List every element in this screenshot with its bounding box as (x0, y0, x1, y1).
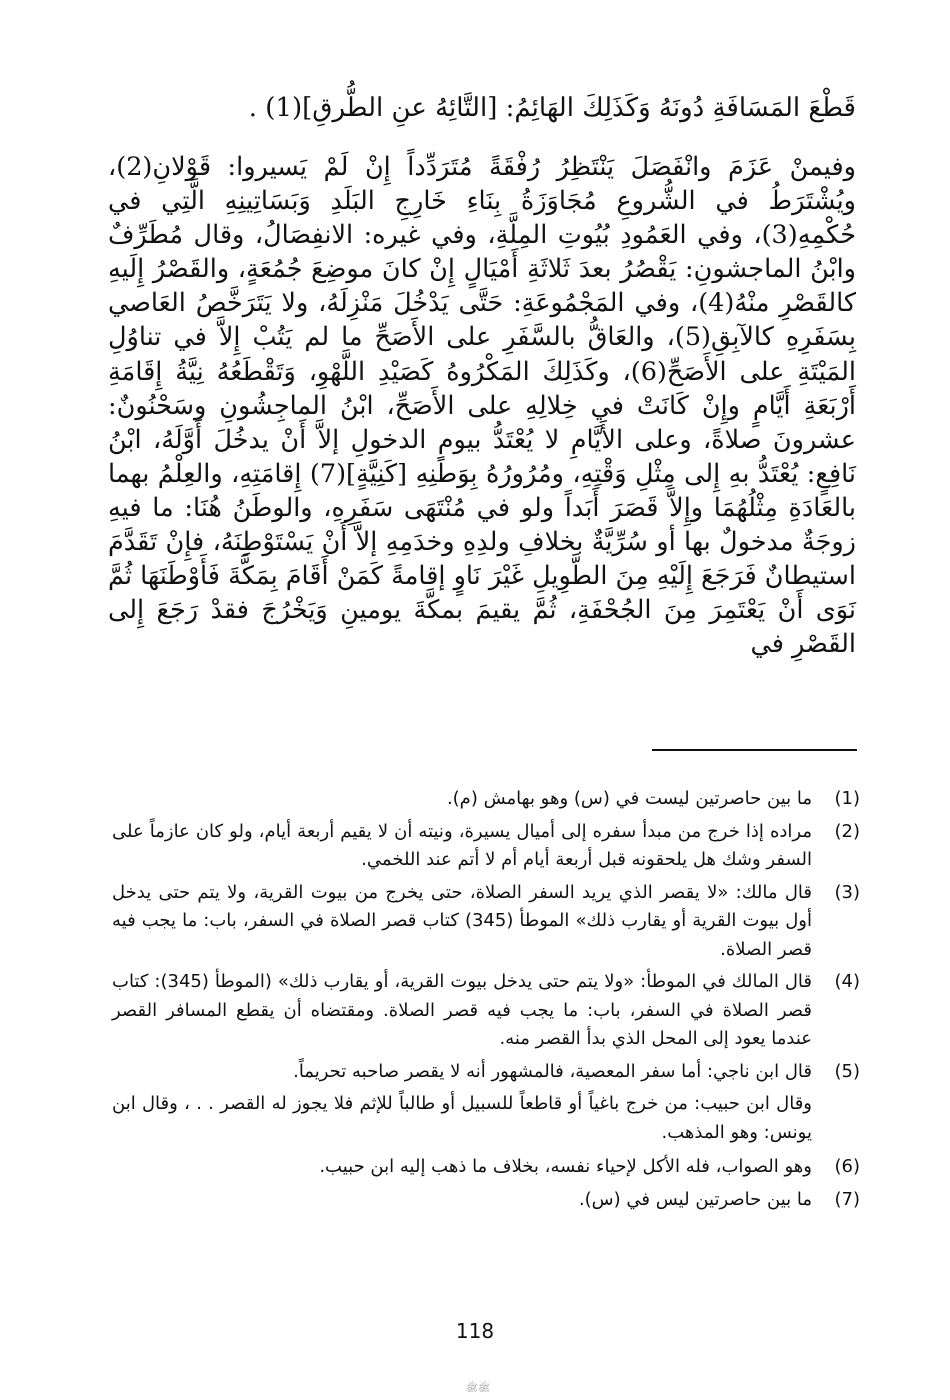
footnote-7 (112, 1186, 860, 1215)
footnote-text: قال مالك: «لا يقصر الذي يريد السفر الصلاة، حتى يخرج من بيوت القرية، ولا يتم حتى يدخل أول بيوت القرية أو يقارب ذلك» الموطأ (345) كتاب قصر الصلاة في السفر، باب: ما يجب فيه قصر الصلاة. (112, 881, 813, 960)
footnote-1 (112, 785, 860, 814)
footnote-number: (1) (834, 788, 860, 809)
footnote-number: (3) (834, 881, 860, 903)
footnotes (112, 785, 860, 1218)
main-paragraph: وفيمنْ عَزَمَ وانْفَصَلَ يَنْتَظِرُ رُفْقَةً مُتَرَدِّداً إِنْ لَمْ يَسيروا: قَوْلانِ(2)، ويُشْتَرَطُ في الشُّروعِ مُجَاوَزَةُ بِنَاءِ خَارِجِ البَلَدِ وَبَسَاتِينِهِ الَّتِي في حُكْمِهِ(3)، وفي العَمُودِ بُيُوتِ المِلَّةِ، وفي غيره: الانفِصَالُ، وقال مُطَرِّفٌ وابْنُ الماجشونِ: يَقْصُرُ بعدَ ثَلاثَةِ أَمْيَالٍ إِنْ كانَ موضِعَ جُمُعَةٍ، والقَصْرُ إِلَيهِ كالقَصْرِ منْهُ(4)، وفي المَجْمُوعَةِ: حَتَّى يَدْخُلَ مَنْزِلَهُ، ولا يَتَرَخَّصُ العَاصي بِسَفَرِهِ كالآبِقِ(5)، والعَاقُّ بالسَّفَرِ على الأَصَحِّ ما لم يَتُبْ إِلاَّ في تناوُلِ المَيْتَةِ على الأَصَحِّ(6)، وكَذَلِكَ المَكْرُوهُ كَصَيْدِ اللَّهْوِ، وَتَقْطَعُهُ نِيَّةُ إِقَامَةِ أَرْبَعَةِ أَيَّامٍ وإِنْ كَانَتْ في خِلالِهِ على الأَصَحِّ، ابْنُ الماجِشُونِ وسَحْنُونٌ: عشرونَ صلاةً، وعلى الأَيَّامِ لا يُعْتَدُّ بيومِ الدخولِ إلاَّ أَنْ يدخُلَ أَوَّلَهُ، ابْنُ نَافِعٍ: يُعْتَدُّ بهِ إِلى مِثْلِ وَقْتِهِ، ومُرُورُهُ بِوَطَنِهِ [كَنِيَّةٍ](7) إِقامَتِهِ، والعِلْمُ بهما بالعَادَةِ مِثْلُهُمَا وإِلاَّ قَصَرَ أَبَداً ولو في مُنْتَهَى سَفَرِهِ، والوطَنُ هُنَا: ما فيهِ زوجَةٌ مدخولٌ بها أو سُرِّيَّةٌ بخلافِ ولدِهِ وخدَمِهِ إلاَّ أَنْ يَسْتَوْطِنَهُ، فإِنْ تَقَدَّمَ استيطانٌ فَرَجَعَ إِلَيْهِ مِنَ الطَّوِيلِ غَيْرَ نَاوٍ إقامةً كَمَنْ أَقَامَ بِمَكَّةَ فَأَوْطَنَهَا ثُمَّ نَوَى أَنْ يَعْتَمِرَ مِنَ الجُحْفَةِ، ثُمَّ يقيمَ بمكَّةَ يومينِ وَيَخْرُجَ فقدْ رَجَعَ إِلى القَصْرِ في (108, 152, 857, 660)
footnote-text: ما بين حاصرتين ليس في (س). (578, 1188, 812, 1210)
footnote-text: قال ابن ناجي: أما سفر المعصية، فالمشهور أنه لا يقصر صاحبه تحريماً. (293, 1060, 812, 1082)
footnote-6 (112, 1153, 860, 1182)
page-number: 118 (455, 1319, 495, 1343)
footnote-number: (2) (834, 820, 860, 842)
first-line: قَطْعَ المَسَافَةِ دُونَهُ وَكَذَلِكَ الهَائِمُ: [التَّائِهُ عنِ الطُّرقِ](1) . (248, 93, 856, 123)
footnote-2 (112, 818, 860, 875)
footnote-text: قال المالك في الموطأ: «ولا يتم حتى يدخل بيوت القرية، أو يقارب ذلك» (الموطأ (345): كتاب قصر الصلاة في السفر، باب: ما يجب فيه قصر الصلاة. ومقتضاه أن يقطع المسافر القصر عندما يعود إلى المحل الذي بدأ القصر منه. (112, 971, 812, 1049)
footnote-3 (112, 879, 860, 965)
footnote-text: مراده إذا خرج من مبدأ سفره إلى أميال يسيرة، ونيته أن لا يقيم أربعة أيام، ولو كان عازماً على السفر وشك هل يلحقونه قبل أربعة أيام أم لا أتم عند اللخمي. (112, 820, 812, 870)
footnote-number: (6) (834, 1156, 860, 1177)
footnote-text: وهو الصواب، فله الأكل لإحياء نفسه، بخلاف ما ذهب إليه ابن حبيب. (319, 1156, 812, 1177)
footnote-5-continuation: وقال ابن حبيب: من خرج باغياً أو قاطعاً للسبيل أو طالباً للإثم فلا يجوز له القصر . . ، وقال ابن يونس: وهو المذهب. (112, 1093, 812, 1143)
footnote-4 (112, 968, 860, 1054)
footnote-number: (5) (834, 1060, 860, 1082)
main-text (108, 88, 856, 661)
scan-mark: ﷺﷺ (465, 1383, 491, 1394)
footnote-text: ما بين حاصرتين ليست في (س) وهو بهامش (م). (446, 788, 812, 809)
footnote-5 (112, 1058, 860, 1087)
footnote-number: (4) (834, 971, 860, 992)
footnote-separator (652, 749, 857, 751)
footnote-number: (7) (834, 1188, 860, 1210)
